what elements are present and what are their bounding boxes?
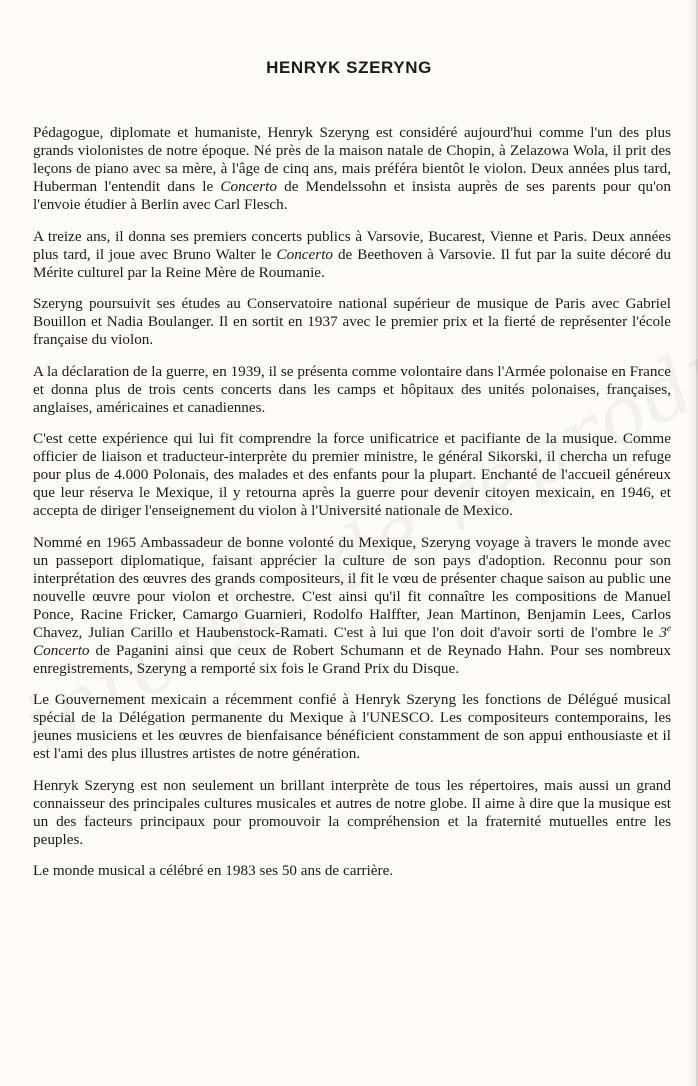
biography-text	[33, 124, 671, 894]
paragraph-6-text-a: Nommé en 1965 Ambassadeur de bonne volonté du Mexique, Szeryng voyage à travers le monde avec un passeport diplomatique, faisant apprécier la culture de son pays d'adoption. Reconnu pour son interprétation des œuvres des grands compositeurs, il fit le vœu de présenter chaque saison au public une nouvelle œuvre pour violon et orchestre. C'est ainsi qu'il fit connaître les compositions de Manuel Ponce, Racine Fricker, Camargo Guarnieri, Rodolfo Halffter, Jean Martinon, Benjamin Lees, Carlos Chavez, Julian Carillo et Haubenstock-Ramati. C'est à lui que l'on doit d'avoir sorti de l'ombre le	[33, 533, 671, 641]
paragraph-5	[33, 430, 671, 520]
paragraph-8-text: Henryk Szeryng est non seulement un brillant interprète de tous les répertoires, mais aussi un grand connaisseur des principales cultures musicales et autres de notre globe. Il aime à dire que la musique est un des facteurs principaux pour promouvoir la compréhension et la fraternité mutuelles entre les peuples.	[33, 776, 671, 848]
paragraph-6-ordinal	[659, 624, 671, 641]
paragraph-3-text: Szeryng poursuivit ses études au Conservatoire national supérieur de musique de Paris avec Gabriel Bouillon et Nadia Boulanger. Il en sortit en 1937 avec le premier prix et la fierté de représenter l'école française du violon.	[33, 295, 671, 348]
paragraph-6-ordinal-number: 3	[659, 623, 667, 641]
paragraph-6	[33, 534, 671, 678]
paragraph-1	[33, 124, 671, 214]
paragraph-8	[33, 777, 671, 849]
paragraph-6-ordinal-suffix: e	[667, 622, 671, 633]
paragraph-7	[33, 691, 671, 763]
paragraph-9	[33, 862, 671, 880]
paragraph-4-text: A la déclaration de la guerre, en 1939, il se présenta comme volontaire dans l'Armée polonaise en France et donna plus de trois cents concerts dans les camps et hôpitaux des unités polonaises, françaises, anglaises, américaines et canadiennes.	[33, 362, 671, 416]
paragraph-2-italic: Concerto	[276, 245, 334, 263]
paragraph-2	[33, 228, 671, 282]
paragraph-6-text-b: de Paganini ainsi que ceux de Robert Schumann et de Reynado Hahn. Pour ses nombreux enregistrements, Szeryng a remporté six fois le Grand Prix du Disque.	[33, 641, 671, 677]
page-title: HENRYK SZERYNG	[266, 58, 432, 77]
paragraph-6-italic: Concerto	[33, 641, 90, 659]
paragraph-4	[33, 363, 671, 417]
paragraph-9-text: Le monde musical a célébré en 1983 ses 50 ans de carrière.	[33, 862, 394, 879]
paragraph-5-text: C'est cette expérience qui lui fit comprendre la force unificatrice et pacifiante de la musique. Comme officier de liaison et traducteur-interprète du premier ministre, le général Sikorski, il chercha un refuge pour plus de 4.000 Polonais, des malades et des enfants pour la plupart. Enchanté de l'accueil généreux que leur réserva le Mexique, il y retourna après la guerre pour devenir citoyen mexicain, en 1946, et accepta de diriger l'enseignement du violon à l'Université nationale de Mexico.	[33, 430, 671, 519]
paragraph-7-text: Le Gouvernement mexicain a récemment confié à Henryk Szeryng les fonctions de Délégué musical spécial de la Délégation permanente du Mexique à l'UNESCO. Les compositeurs contemporains, les jeunes musiciens et les œuvres de bienfaisance bénéficient constamment de son appui enthousiaste et il est l'ami des plus illustres artistes de notre génération.	[33, 691, 671, 762]
page-edge-shadow	[688, 0, 696, 1086]
paragraph-2-text-b: de Beethoven à Varsovie. Il fut par la suite décoré du Mérite culturel par la Reine Mère de Roumanie.	[33, 245, 671, 281]
paragraph-3	[33, 295, 671, 349]
paragraph-1-italic: Concerto	[220, 178, 277, 195]
paragraph-1-text-a: Pédagogue, diplomate et humaniste, Henryk Szeryng est considéré aujourd'hui comme l'un des plus grands violonistes de notre époque. Né près de la maison natale de Chopin, à Zelazowa Wola, il prit des leçons de piano avec sa mère, à l'âge de cinq ans, mais préféra bientôt le violon. Deux années plus tard, Huberman l'entendit dans le	[33, 124, 671, 195]
paragraph-2-text-a: A treize ans, il donna ses premiers concerts publics à Varsovie, Bucarest, Vienne et Paris. Deux années plus tard, il joue avec Bruno Walter le	[33, 227, 671, 263]
paragraph-1-text-b: de Mendelssohn et insista auprès de ses parents pour qu'on l'envoie étudier à Berlin avec Carl Flesch.	[33, 178, 671, 213]
